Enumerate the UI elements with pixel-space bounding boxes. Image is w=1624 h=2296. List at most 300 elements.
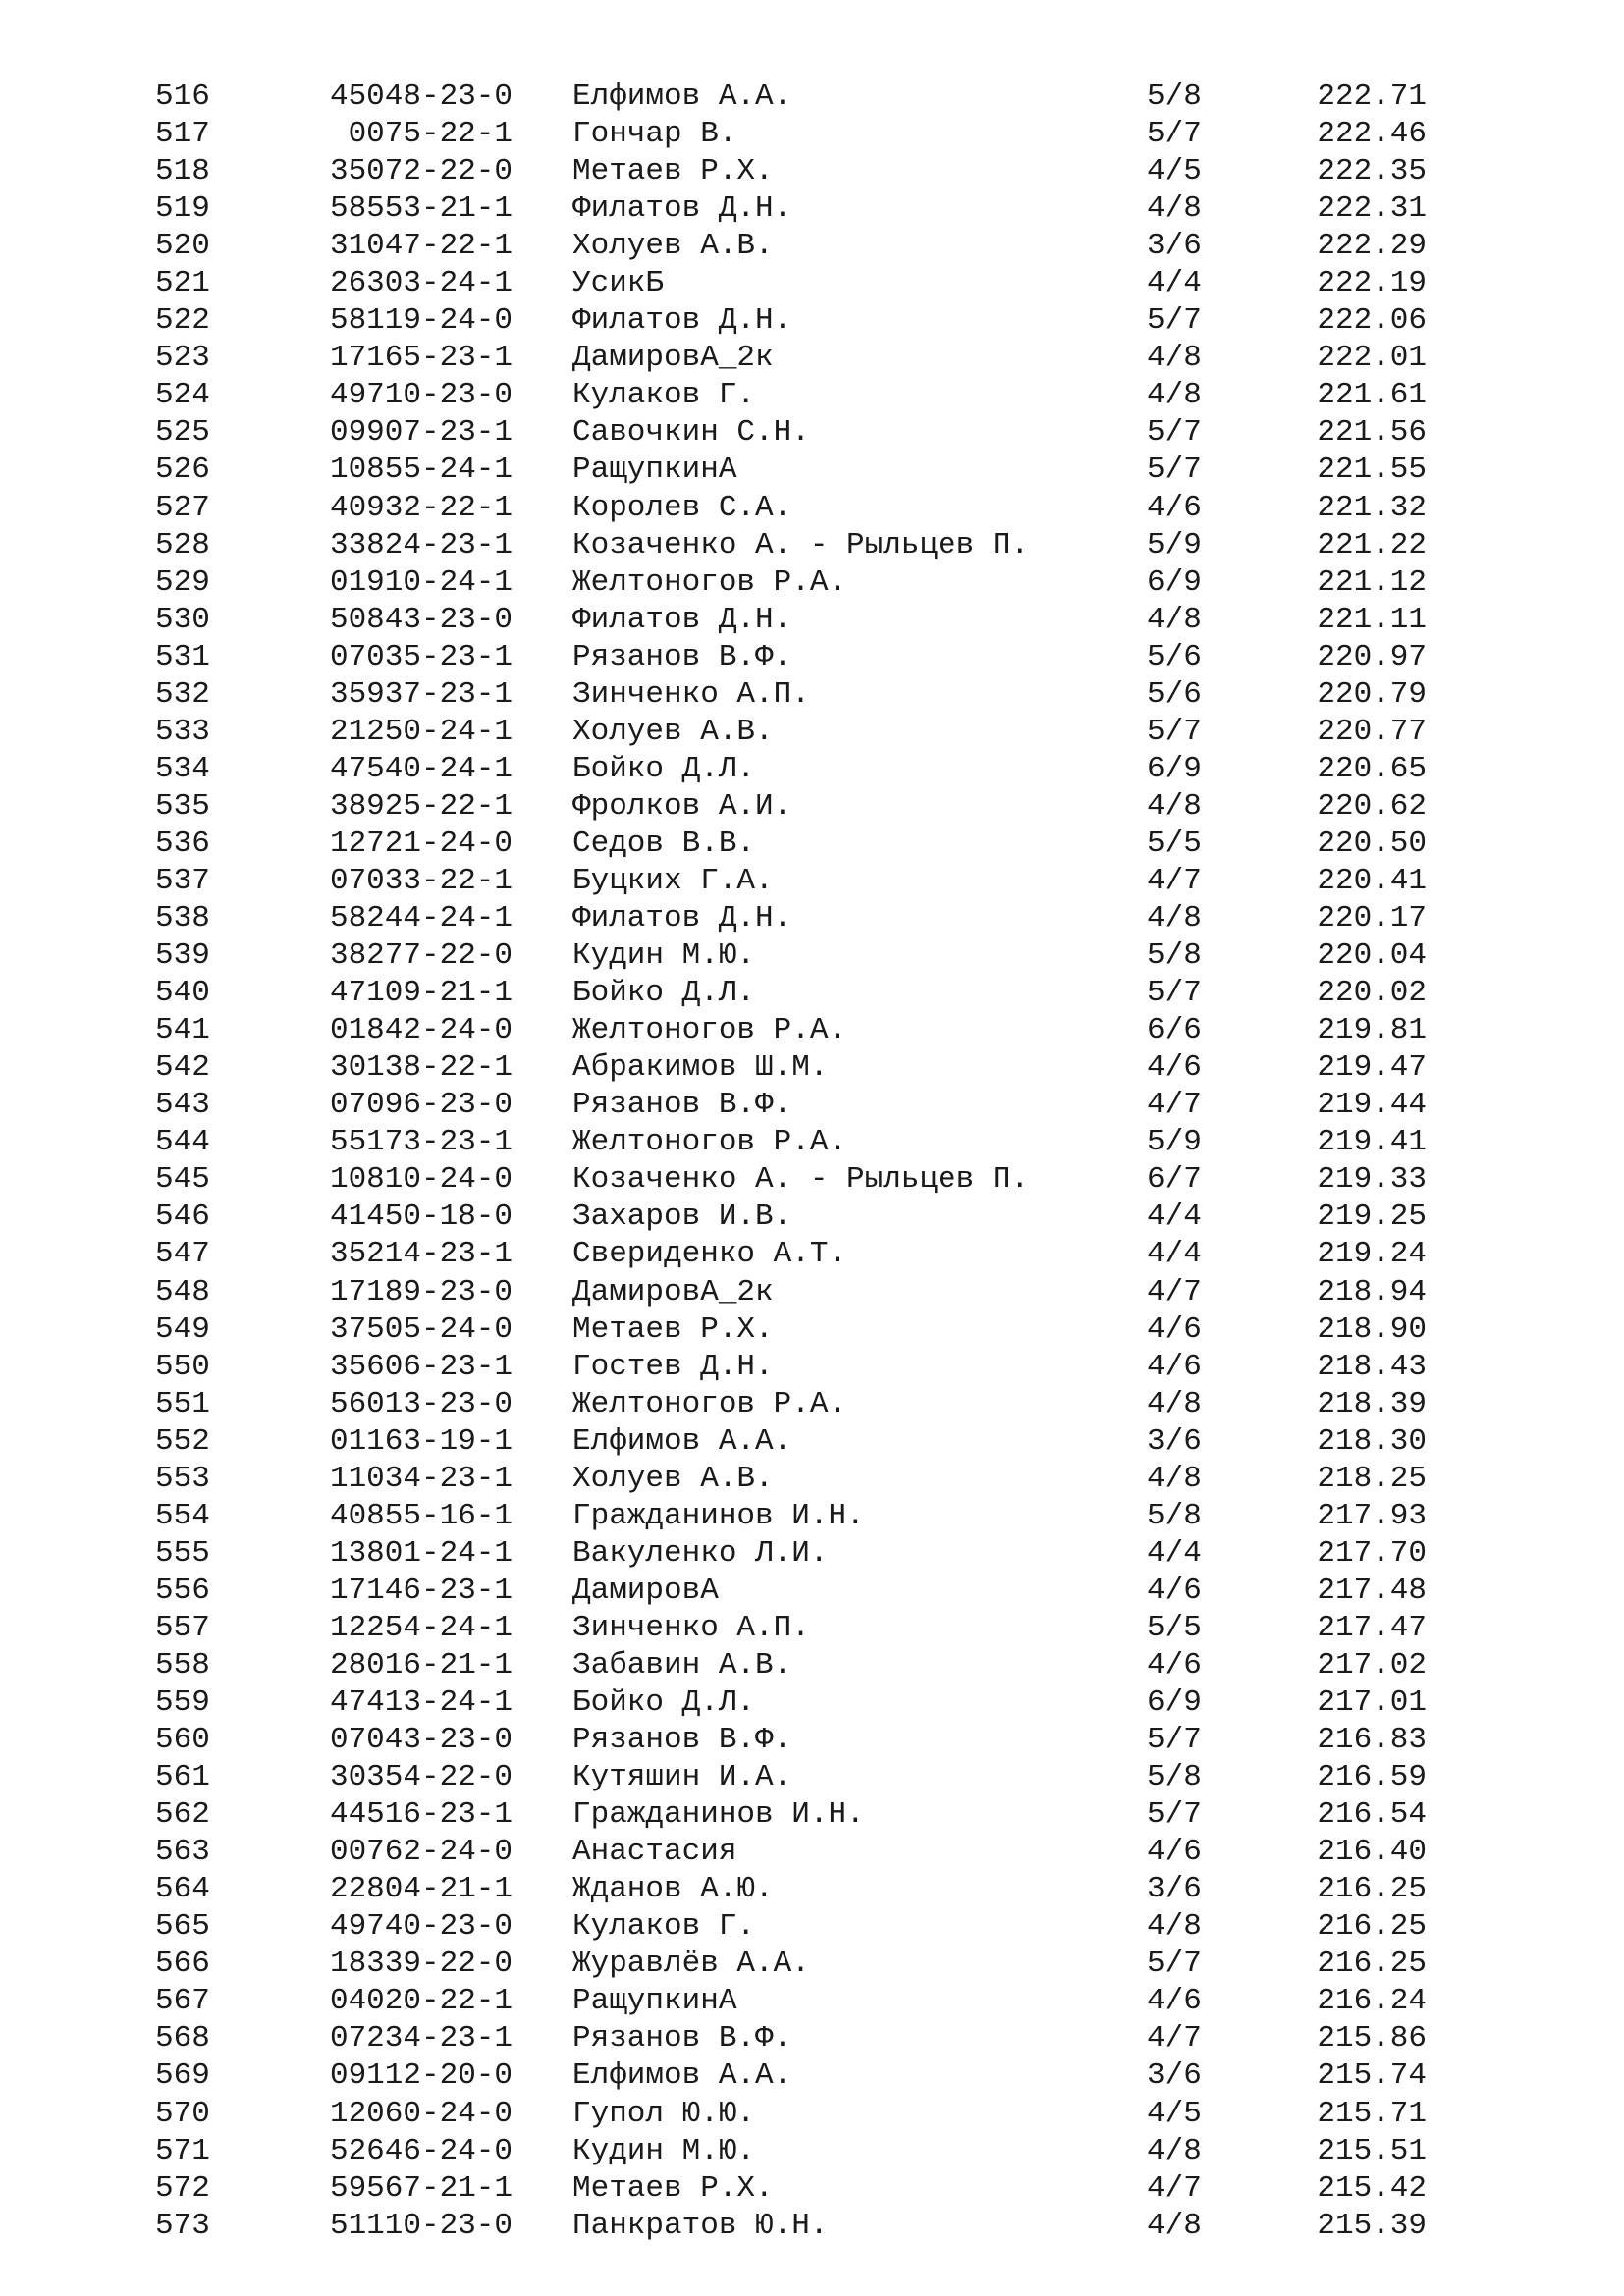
list-item	[0, 116, 1624, 153]
rank-number: 528	[155, 527, 210, 562]
author-name: Филатов Д.Н.	[572, 191, 792, 227]
rank-number: 565	[155, 1909, 210, 1945]
entry-code: 01842-24-0	[329, 1013, 513, 1048]
rank-number: 562	[155, 1797, 210, 1833]
list-item	[0, 1012, 1624, 1049]
ratio-value: 5/7	[1147, 976, 1202, 1011]
list-item	[0, 1871, 1624, 1908]
score-value: 221.12	[1317, 564, 1427, 600]
author-name: Метаев Р.Х.	[572, 2170, 774, 2206]
entry-code: 12254-24-1	[329, 1610, 513, 1645]
list-item	[0, 1573, 1624, 1610]
rank-number: 557	[155, 1610, 210, 1645]
rank-number: 538	[155, 901, 210, 936]
author-name: Рязанов В.Ф.	[572, 1088, 792, 1123]
list-item	[0, 414, 1624, 452]
rank-number: 535	[155, 788, 210, 824]
entry-code: 58119-24-0	[329, 303, 513, 339]
entry-code: 26303-24-1	[329, 266, 513, 301]
score-value: 219.33	[1317, 1162, 1427, 1198]
list-item	[0, 826, 1624, 863]
entry-code: 35072-22-0	[329, 154, 513, 189]
score-value: 218.94	[1317, 1274, 1427, 1309]
rank-number: 564	[155, 1872, 210, 1907]
author-name: Зинченко А.П.	[572, 676, 810, 712]
list-item	[0, 1087, 1624, 1124]
score-value: 222.19	[1317, 266, 1427, 301]
list-item	[0, 676, 1624, 714]
entry-code: 11034-23-1	[329, 1461, 513, 1496]
ratio-value: 4/8	[1147, 901, 1202, 936]
list-item	[0, 2020, 1624, 2057]
list-item	[0, 1274, 1624, 1311]
ratio-value: 4/5	[1147, 154, 1202, 189]
score-value: 219.41	[1317, 1125, 1427, 1160]
list-item	[0, 1535, 1624, 1573]
ratio-value: 4/6	[1147, 1311, 1202, 1347]
author-name: Филатов Д.Н.	[572, 602, 792, 637]
entry-code: 41450-18-0	[329, 1200, 513, 1235]
rank-number: 540	[155, 976, 210, 1011]
list-item	[0, 975, 1624, 1012]
entry-code: 37505-24-0	[329, 1311, 513, 1347]
rank-number: 569	[155, 2058, 210, 2094]
entry-code: 01163-19-1	[329, 1423, 513, 1459]
entry-code: 56013-23-0	[329, 1386, 513, 1421]
list-item	[0, 900, 1624, 937]
list-item	[0, 564, 1624, 602]
author-name: Гражданинов И.Н.	[572, 1797, 865, 1833]
rank-number: 556	[155, 1573, 210, 1608]
ratio-value: 4/6	[1147, 1050, 1202, 1086]
entry-code: 47109-21-1	[329, 976, 513, 1011]
score-value: 220.97	[1317, 639, 1427, 674]
score-value: 215.42	[1317, 2170, 1427, 2206]
entry-code: 40855-16-1	[329, 1498, 513, 1533]
author-name: Гончар В.	[572, 117, 737, 152]
score-value: 219.44	[1317, 1088, 1427, 1123]
entry-code: 35606-23-1	[329, 1349, 513, 1384]
rank-number: 554	[155, 1498, 210, 1533]
entry-code: 09907-23-1	[329, 415, 513, 451]
ratio-value: 3/6	[1147, 1872, 1202, 1907]
rank-number: 566	[155, 1947, 210, 1982]
ratio-value: 6/9	[1147, 1685, 1202, 1721]
score-value: 217.02	[1317, 1647, 1427, 1682]
list-item	[0, 1236, 1624, 1273]
rank-number: 563	[155, 1835, 210, 1870]
rank-number: 522	[155, 303, 210, 339]
author-name: Холуев А.В.	[572, 714, 774, 749]
list-item	[0, 1461, 1624, 1498]
score-value: 216.25	[1317, 1947, 1427, 1982]
author-name: Жданов А.Ю.	[572, 1872, 774, 1907]
ratio-value: 5/7	[1147, 303, 1202, 339]
author-name: Савочкин С.Н.	[572, 415, 810, 451]
rank-number: 568	[155, 2021, 210, 2056]
ratio-value: 4/8	[1147, 788, 1202, 824]
entry-code: 30138-22-1	[329, 1050, 513, 1086]
list-item	[0, 2208, 1624, 2245]
score-value: 215.39	[1317, 2208, 1427, 2243]
author-name: Журавлёв А.А.	[572, 1947, 810, 1982]
list-item	[0, 79, 1624, 116]
author-name: Рязанов В.Ф.	[572, 639, 792, 674]
ratio-value: 4/4	[1147, 1200, 1202, 1235]
ratio-value: 5/9	[1147, 527, 1202, 562]
author-name: ДамировА_2к	[572, 1274, 774, 1309]
author-name: Кутяшин И.А.	[572, 1760, 792, 1795]
ratio-value: 4/5	[1147, 2096, 1202, 2131]
ratio-value: 4/6	[1147, 490, 1202, 525]
score-value: 218.43	[1317, 1349, 1427, 1384]
list-item	[0, 1161, 1624, 1199]
author-name: Буцких Г.А.	[572, 863, 774, 898]
ratio-value: 4/7	[1147, 1088, 1202, 1123]
entry-code: 31047-22-1	[329, 229, 513, 264]
entry-code: 09112-20-0	[329, 2058, 513, 2094]
ratio-value: 4/8	[1147, 2208, 1202, 2243]
score-value: 222.31	[1317, 191, 1427, 227]
ratio-value: 5/9	[1147, 1125, 1202, 1160]
ratio-value: 4/6	[1147, 1573, 1202, 1608]
entry-code: 12060-24-0	[329, 2096, 513, 2131]
ratio-value: 4/6	[1147, 1647, 1202, 1682]
list-item	[0, 602, 1624, 639]
score-value: 222.71	[1317, 80, 1427, 114]
entry-code: 52646-24-0	[329, 2133, 513, 2168]
list-item	[0, 1349, 1624, 1386]
author-name: Вакуленко Л.И.	[572, 1535, 829, 1571]
ratio-value: 5/7	[1147, 1797, 1202, 1833]
ratio-value: 4/6	[1147, 1984, 1202, 2019]
score-value: 220.17	[1317, 901, 1427, 936]
score-value: 220.50	[1317, 826, 1427, 861]
score-value: 221.61	[1317, 378, 1427, 413]
author-name: ДамировА	[572, 1573, 719, 1608]
rank-number: 520	[155, 229, 210, 264]
score-value: 217.47	[1317, 1610, 1427, 1645]
list-item	[0, 2170, 1624, 2208]
score-value: 218.30	[1317, 1423, 1427, 1459]
score-value: 216.24	[1317, 1984, 1427, 2019]
rank-number: 548	[155, 1274, 210, 1309]
author-name: Желтоногов Р.А.	[572, 1386, 847, 1421]
list-item	[0, 788, 1624, 826]
ratio-value: 5/8	[1147, 1498, 1202, 1533]
score-value: 220.02	[1317, 976, 1427, 1011]
ratio-value: 5/7	[1147, 415, 1202, 451]
score-value: 216.25	[1317, 1909, 1427, 1945]
entry-code: 44516-23-1	[329, 1797, 513, 1833]
author-name: Кудин М.Ю.	[572, 938, 756, 974]
rank-number: 546	[155, 1200, 210, 1235]
author-name: Захаров И.В.	[572, 1200, 792, 1235]
list-item	[0, 1796, 1624, 1834]
rank-number: 542	[155, 1050, 210, 1086]
entry-code: 22804-21-1	[329, 1872, 513, 1907]
entry-code: 07043-23-0	[329, 1723, 513, 1758]
ratio-value: 4/8	[1147, 378, 1202, 413]
score-value: 217.93	[1317, 1498, 1427, 1533]
author-name: Бойко Д.Л.	[572, 1685, 756, 1721]
rank-number: 525	[155, 415, 210, 451]
rank-number: 527	[155, 490, 210, 525]
list-item	[0, 1311, 1624, 1349]
ratio-value: 5/7	[1147, 453, 1202, 488]
list-item	[0, 377, 1624, 414]
score-value: 218.90	[1317, 1311, 1427, 1347]
ratio-value: 5/7	[1147, 714, 1202, 749]
ratio-value: 3/6	[1147, 2058, 1202, 2094]
entry-code: 28016-21-1	[329, 1647, 513, 1682]
ratio-value: 4/8	[1147, 602, 1202, 637]
author-name: Рязанов В.Ф.	[572, 1723, 792, 1758]
entry-code: 04020-22-1	[329, 1984, 513, 2019]
author-name: Гражданинов И.Н.	[572, 1498, 865, 1533]
entry-code: 50843-23-0	[329, 602, 513, 637]
ratio-value: 4/7	[1147, 2021, 1202, 2056]
rank-number: 531	[155, 639, 210, 674]
author-name: Елфимов А.А.	[572, 2058, 792, 2094]
rank-number: 567	[155, 1984, 210, 2019]
author-name: Анастасия	[572, 1835, 737, 1870]
ratio-value: 4/8	[1147, 1909, 1202, 1945]
entry-code: 35214-23-1	[329, 1237, 513, 1272]
entry-code: 33824-23-1	[329, 527, 513, 562]
rank-number: 517	[155, 117, 210, 152]
score-value: 222.35	[1317, 154, 1427, 189]
author-name: Бойко Д.Л.	[572, 976, 756, 1011]
list-item	[0, 1908, 1624, 1946]
entry-code: 49740-23-0	[329, 1909, 513, 1945]
entry-code: 17146-23-1	[329, 1573, 513, 1608]
rank-number: 560	[155, 1723, 210, 1758]
entry-code: 58244-24-1	[329, 901, 513, 936]
rank-number: 539	[155, 938, 210, 974]
entry-code: 07096-23-0	[329, 1088, 513, 1123]
rank-number: 571	[155, 2133, 210, 2168]
rank-number: 561	[155, 1760, 210, 1795]
score-value: 220.04	[1317, 938, 1427, 974]
list-item	[0, 153, 1624, 190]
list-item	[0, 1759, 1624, 1796]
entry-code: 12721-24-0	[329, 826, 513, 861]
list-item	[0, 452, 1624, 489]
author-name: Панкратов Ю.Н.	[572, 2208, 829, 2243]
score-value: 220.77	[1317, 714, 1427, 749]
list-item	[0, 1423, 1624, 1461]
author-name: Кудин М.Ю.	[572, 2133, 756, 2168]
entry-code: 59567-21-1	[329, 2170, 513, 2206]
rank-number: 523	[155, 341, 210, 376]
score-value: 219.47	[1317, 1050, 1427, 1086]
ratio-value: 5/5	[1147, 826, 1202, 861]
author-name: Метаев Р.Х.	[572, 154, 774, 189]
rank-number: 559	[155, 1685, 210, 1721]
ratio-value: 4/8	[1147, 191, 1202, 227]
author-name: Свериденко А.Т.	[572, 1237, 847, 1272]
rank-number: 519	[155, 191, 210, 227]
entry-code: 01910-24-1	[329, 564, 513, 600]
ratio-value: 6/6	[1147, 1013, 1202, 1048]
score-value: 220.41	[1317, 863, 1427, 898]
list-item	[0, 340, 1624, 377]
entry-code: 38277-22-0	[329, 938, 513, 974]
ratio-value: 4/6	[1147, 1349, 1202, 1384]
ratio-value: 5/6	[1147, 639, 1202, 674]
entry-code: 17189-23-0	[329, 1274, 513, 1309]
list-item	[0, 228, 1624, 265]
entry-code: 55173-23-1	[329, 1125, 513, 1160]
ratio-value: 4/4	[1147, 1535, 1202, 1571]
score-value: 220.62	[1317, 788, 1427, 824]
entry-code: 07033-22-1	[329, 863, 513, 898]
score-value: 217.48	[1317, 1573, 1427, 1608]
rank-number: 541	[155, 1013, 210, 1048]
ratio-value: 5/5	[1147, 1610, 1202, 1645]
list-item	[0, 1498, 1624, 1535]
rank-number: 553	[155, 1461, 210, 1496]
entry-code: 47413-24-1	[329, 1685, 513, 1721]
list-item	[0, 1124, 1624, 1161]
entry-code: 35937-23-1	[329, 676, 513, 712]
entry-code: 0075-22-1	[348, 117, 513, 152]
list-item	[0, 714, 1624, 751]
score-value: 216.25	[1317, 1872, 1427, 1907]
author-name: Кулаков Г.	[572, 378, 756, 413]
rank-number: 518	[155, 154, 210, 189]
ratio-value: 4/4	[1147, 266, 1202, 301]
score-value: 215.71	[1317, 2096, 1427, 2131]
rank-number: 572	[155, 2170, 210, 2206]
author-name: Гостев Д.Н.	[572, 1349, 774, 1384]
score-value: 215.86	[1317, 2021, 1427, 2056]
rank-number: 555	[155, 1535, 210, 1571]
score-value: 216.83	[1317, 1723, 1427, 1758]
ratio-value: 4/4	[1147, 1237, 1202, 1272]
ratio-value: 5/7	[1147, 117, 1202, 152]
score-value: 216.40	[1317, 1835, 1427, 1870]
score-value: 221.55	[1317, 453, 1427, 488]
rank-number: 533	[155, 714, 210, 749]
entry-code: 47540-24-1	[329, 751, 513, 786]
list-item	[0, 1647, 1624, 1684]
entry-code: 45048-23-0	[329, 80, 513, 114]
author-name: Козаченко А. - Рыльцев П.	[572, 527, 1030, 562]
ratio-value: 4/8	[1147, 1386, 1202, 1421]
ratio-value: 4/7	[1147, 1274, 1202, 1309]
entry-code: 49710-23-0	[329, 378, 513, 413]
list-item	[0, 1946, 1624, 1983]
list-item	[0, 1834, 1624, 1871]
author-name: Метаев Р.Х.	[572, 1311, 774, 1347]
ratio-value: 3/6	[1147, 1423, 1202, 1459]
score-value: 215.51	[1317, 2133, 1427, 2168]
rank-number: 530	[155, 602, 210, 637]
author-name: Желтоногов Р.А.	[572, 1013, 847, 1048]
score-value: 222.01	[1317, 341, 1427, 376]
score-value: 216.59	[1317, 1760, 1427, 1795]
rank-number: 544	[155, 1125, 210, 1160]
entry-code: 21250-24-1	[329, 714, 513, 749]
score-value: 215.74	[1317, 2058, 1427, 2094]
author-name: Гупол Ю.Ю.	[572, 2096, 756, 2131]
rank-number: 543	[155, 1088, 210, 1123]
ratio-value: 6/7	[1147, 1162, 1202, 1198]
list-item	[0, 1610, 1624, 1647]
rank-number: 570	[155, 2096, 210, 2131]
ratio-value: 5/7	[1147, 1947, 1202, 1982]
author-name: ДамировА_2к	[572, 341, 774, 376]
ratio-value: 6/9	[1147, 564, 1202, 600]
entry-code: 10855-24-1	[329, 453, 513, 488]
rank-number: 545	[155, 1162, 210, 1198]
score-value: 222.29	[1317, 229, 1427, 264]
list-item	[0, 2057, 1624, 2095]
score-value: 219.25	[1317, 1200, 1427, 1235]
list-item	[0, 302, 1624, 340]
author-name: Елфимов А.А.	[572, 1423, 792, 1459]
rank-number: 552	[155, 1423, 210, 1459]
rank-number: 536	[155, 826, 210, 861]
author-name: РащупкинА	[572, 453, 737, 488]
ratio-value: 3/6	[1147, 229, 1202, 264]
results-list	[0, 79, 1624, 2245]
ratio-value: 5/8	[1147, 938, 1202, 974]
author-name: Филатов Д.Н.	[572, 303, 792, 339]
author-name: Забавин А.В.	[572, 1647, 792, 1682]
list-item	[0, 190, 1624, 228]
author-name: Холуев А.В.	[572, 229, 774, 264]
score-value: 216.54	[1317, 1797, 1427, 1833]
entry-code: 13801-24-1	[329, 1535, 513, 1571]
list-item	[0, 2096, 1624, 2133]
rank-number: 534	[155, 751, 210, 786]
entry-code: 18339-22-0	[329, 1947, 513, 1982]
author-name: Королев С.А.	[572, 490, 792, 525]
ratio-value: 5/6	[1147, 676, 1202, 712]
entry-code: 10810-24-0	[329, 1162, 513, 1198]
ratio-value: 4/7	[1147, 863, 1202, 898]
score-value: 217.01	[1317, 1685, 1427, 1721]
ratio-value: 4/6	[1147, 1835, 1202, 1870]
score-value: 221.56	[1317, 415, 1427, 451]
rank-number: 550	[155, 1349, 210, 1384]
rank-number: 573	[155, 2208, 210, 2243]
rank-number: 558	[155, 1647, 210, 1682]
ratio-value: 4/8	[1147, 2133, 1202, 2168]
list-item	[0, 265, 1624, 302]
entry-code: 07035-23-1	[329, 639, 513, 674]
entry-code: 38925-22-1	[329, 788, 513, 824]
ratio-value: 5/8	[1147, 1760, 1202, 1795]
score-value: 218.25	[1317, 1461, 1427, 1496]
author-name: Кулаков Г.	[572, 1909, 756, 1945]
list-item	[0, 490, 1624, 527]
author-name: Зинченко А.П.	[572, 1610, 810, 1645]
author-name: Абракимов Ш.М.	[572, 1050, 829, 1086]
rank-number: 529	[155, 564, 210, 600]
score-value: 221.11	[1317, 602, 1427, 637]
author-name: Елфимов А.А.	[572, 80, 792, 114]
list-item	[0, 639, 1624, 676]
score-value: 218.39	[1317, 1386, 1427, 1421]
author-name: Филатов Д.Н.	[572, 901, 792, 936]
author-name: Рязанов В.Ф.	[572, 2021, 792, 2056]
entry-code: 00762-24-0	[329, 1835, 513, 1870]
rank-number: 516	[155, 80, 210, 114]
